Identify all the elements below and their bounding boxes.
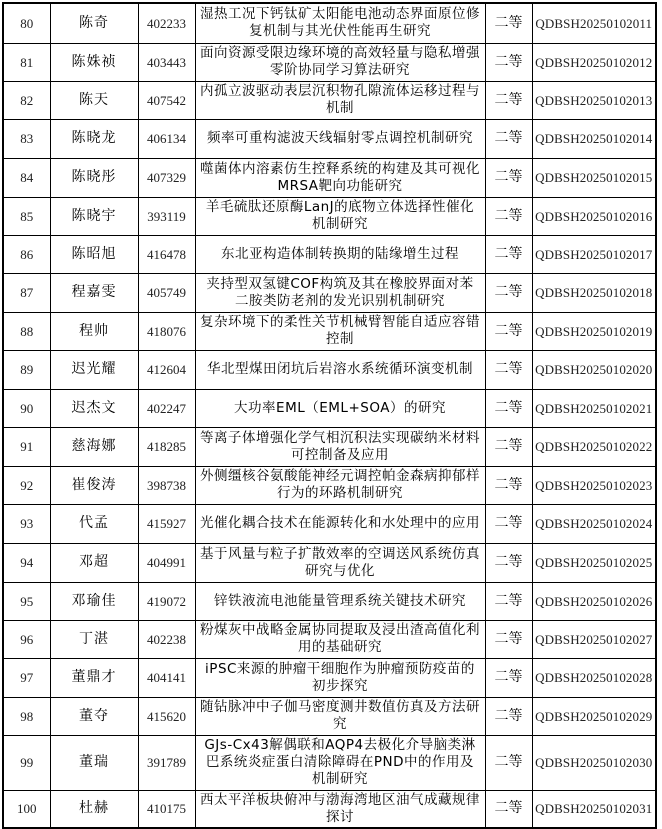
student-name: 董瑞: [50, 735, 138, 790]
project-title: 面向资源受限边缘环境的高效轻量与隐私增强零阶协同学习算法研究: [195, 43, 485, 81]
row-number: 98: [4, 697, 50, 735]
certificate-code: QDBSH20250102020: [532, 350, 655, 389]
student-name: 程帅: [50, 312, 138, 350]
student-name: 迟光耀: [50, 350, 138, 389]
project-title: iPSC来源的肿瘤干细胞作为肿瘤预防疫苗的初步探究: [195, 658, 485, 697]
row-number: 85: [4, 197, 50, 235]
award-results-table: [4, 4, 655, 827]
student-id: 398738: [138, 466, 195, 504]
award-level: 二等: [485, 697, 532, 735]
student-name: 陈天: [50, 81, 138, 119]
row-number: 95: [4, 582, 50, 620]
student-id: 418285: [138, 427, 195, 466]
table-row: [4, 312, 655, 350]
student-name: 陈姝祯: [50, 43, 138, 81]
certificate-code: QDBSH20250102023: [532, 466, 655, 504]
certificate-code: QDBSH20250102012: [532, 43, 655, 81]
student-name: 陈昭旭: [50, 235, 138, 273]
award-level: 二等: [485, 582, 532, 620]
project-title: 基于风量与粒子扩散效率的空调送风系统仿真研究与优化: [195, 543, 485, 582]
award-level: 二等: [485, 504, 532, 543]
student-name: 陈晓龙: [50, 119, 138, 158]
certificate-code: QDBSH20250102013: [532, 81, 655, 119]
row-number: 97: [4, 658, 50, 697]
table-row: [4, 197, 655, 235]
row-number: 81: [4, 43, 50, 81]
row-number: 89: [4, 350, 50, 389]
student-name: 丁湛: [50, 620, 138, 658]
table-row: [4, 582, 655, 620]
award-level: 二等: [485, 235, 532, 273]
student-id: 412604: [138, 350, 195, 389]
student-name: 邓瑜佳: [50, 582, 138, 620]
project-title: 随钻脉冲中子伽马密度测井数值仿真及方法研究: [195, 697, 485, 735]
certificate-code: QDBSH20250102019: [532, 312, 655, 350]
student-id: 407329: [138, 158, 195, 197]
table-row: [4, 504, 655, 543]
table-row: [4, 466, 655, 504]
certificate-code: QDBSH20250102015: [532, 158, 655, 197]
student-id: 402247: [138, 389, 195, 427]
project-title: 粉煤灰中战略金属协同提取及浸出渣高值化利用的基础研究: [195, 620, 485, 658]
certificate-code: QDBSH20250102011: [532, 4, 655, 43]
certificate-code: QDBSH20250102027: [532, 620, 655, 658]
award-level: 二等: [485, 43, 532, 81]
student-id: 393119: [138, 197, 195, 235]
project-title: 湿热工况下钙钛矿太阳能电池动态界面原位修复机制与其光伏性能再生研究: [195, 4, 485, 43]
table-row: [4, 235, 655, 273]
student-name: 杜赫: [50, 790, 138, 827]
student-name: 陈奇: [50, 4, 138, 43]
certificate-code: QDBSH20250102025: [532, 543, 655, 582]
award-level: 二等: [485, 158, 532, 197]
row-number: 84: [4, 158, 50, 197]
student-name: 陈晓宇: [50, 197, 138, 235]
table-row: [4, 790, 655, 827]
row-number: 93: [4, 504, 50, 543]
certificate-code: QDBSH20250102029: [532, 697, 655, 735]
table-row: [4, 620, 655, 658]
table-row: [4, 4, 655, 43]
award-level: 二等: [485, 790, 532, 827]
table-row: [4, 735, 655, 790]
certificate-code: QDBSH20250102022: [532, 427, 655, 466]
certificate-code: QDBSH20250102026: [532, 582, 655, 620]
student-id: 415927: [138, 504, 195, 543]
row-number: 86: [4, 235, 50, 273]
row-number: 90: [4, 389, 50, 427]
row-number: 82: [4, 81, 50, 119]
table-row: [4, 427, 655, 466]
student-name: 崔俊涛: [50, 466, 138, 504]
project-title: 夹持型双氢键COF构筑及其在橡胶界面对苯二胺类防老剂的发光识别机制研究: [195, 273, 485, 312]
project-title: 华北型煤田闭坑后岩溶水系统循环演变机制: [195, 350, 485, 389]
row-number: 100: [4, 790, 50, 827]
student-id: 391789: [138, 735, 195, 790]
student-name: 陈晓彤: [50, 158, 138, 197]
table-row: [4, 543, 655, 582]
table-row: [4, 81, 655, 119]
project-title: 东北亚构造体制转换期的陆缘增生过程: [195, 235, 485, 273]
student-id: 419072: [138, 582, 195, 620]
award-level: 二等: [485, 620, 532, 658]
project-title: 锌铁液流电池能量管理系统关键技术研究: [195, 582, 485, 620]
certificate-code: QDBSH20250102017: [532, 235, 655, 273]
award-level: 二等: [485, 735, 532, 790]
project-title: 噬菌体内溶素仿生控释系统的构建及其可视化MRSA靶向功能研究: [195, 158, 485, 197]
row-number: 88: [4, 312, 50, 350]
award-level: 二等: [485, 466, 532, 504]
award-level: 二等: [485, 389, 532, 427]
award-level: 二等: [485, 658, 532, 697]
row-number: 87: [4, 273, 50, 312]
award-level: 二等: [485, 543, 532, 582]
table-row: [4, 119, 655, 158]
student-id: 406134: [138, 119, 195, 158]
certificate-code: QDBSH20250102021: [532, 389, 655, 427]
student-name: 慈海娜: [50, 427, 138, 466]
student-id: 416478: [138, 235, 195, 273]
student-name: 董鼎才: [50, 658, 138, 697]
results-table-container: [2, 2, 657, 829]
student-id: 404141: [138, 658, 195, 697]
project-title: 频率可重构滤波天线辐射零点调控机制研究: [195, 119, 485, 158]
project-title: 内孤立波驱动表层沉积物孔隙流体运移过程与机制: [195, 81, 485, 119]
row-number: 91: [4, 427, 50, 466]
project-title: GJs-Cx43解偶联和AQP4去极化介导脑类淋巴系统炎症蛋白清除障碍在PND中的作用及机制研究: [195, 735, 485, 790]
table-row: [4, 273, 655, 312]
award-level: 二等: [485, 427, 532, 466]
row-number: 92: [4, 466, 50, 504]
award-level: 二等: [485, 312, 532, 350]
table-row: [4, 43, 655, 81]
student-id: 418076: [138, 312, 195, 350]
table-row: [4, 350, 655, 389]
award-level: 二等: [485, 4, 532, 43]
table-row: [4, 158, 655, 197]
award-level: 二等: [485, 197, 532, 235]
student-id: 415620: [138, 697, 195, 735]
project-title: 大功率EML（EML+SOA）的研究: [195, 389, 485, 427]
student-id: 410175: [138, 790, 195, 827]
student-id: 404991: [138, 543, 195, 582]
table-row: [4, 697, 655, 735]
award-level: 二等: [485, 273, 532, 312]
certificate-code: QDBSH20250102030: [532, 735, 655, 790]
student-id: 402238: [138, 620, 195, 658]
student-name: 代孟: [50, 504, 138, 543]
certificate-code: QDBSH20250102018: [532, 273, 655, 312]
student-name: 邓超: [50, 543, 138, 582]
project-title: 等离子体增强化学气相沉积法实现碳纳米材料可控制备及应用: [195, 427, 485, 466]
project-title: 复杂环境下的柔性关节机械臂智能自适应容错控制: [195, 312, 485, 350]
award-level: 二等: [485, 81, 532, 119]
student-id: 405749: [138, 273, 195, 312]
project-title: 光催化耦合技术在能源转化和水处理中的应用: [195, 504, 485, 543]
row-number: 96: [4, 620, 50, 658]
project-title: 外侧缰核谷氨酸能神经元调控帕金森病抑郁样行为的环路机制研究: [195, 466, 485, 504]
project-title: 西太平洋板块俯冲与渤海湾地区油气成藏规律探讨: [195, 790, 485, 827]
award-level: 二等: [485, 350, 532, 389]
project-title: 羊毛硫肽还原酶LanJ的底物立体选择性催化机制研究: [195, 197, 485, 235]
row-number: 99: [4, 735, 50, 790]
student-id: 402233: [138, 4, 195, 43]
row-number: 83: [4, 119, 50, 158]
student-name: 董夺: [50, 697, 138, 735]
student-name: 迟杰文: [50, 389, 138, 427]
certificate-code: QDBSH20250102028: [532, 658, 655, 697]
student-id: 403443: [138, 43, 195, 81]
student-id: 407542: [138, 81, 195, 119]
row-number: 94: [4, 543, 50, 582]
award-level: 二等: [485, 119, 532, 158]
certificate-code: QDBSH20250102016: [532, 197, 655, 235]
student-name: 程嘉雯: [50, 273, 138, 312]
row-number: 80: [4, 4, 50, 43]
table-row: [4, 389, 655, 427]
table-row: [4, 658, 655, 697]
certificate-code: QDBSH20250102024: [532, 504, 655, 543]
certificate-code: QDBSH20250102014: [532, 119, 655, 158]
certificate-code: QDBSH20250102031: [532, 790, 655, 827]
